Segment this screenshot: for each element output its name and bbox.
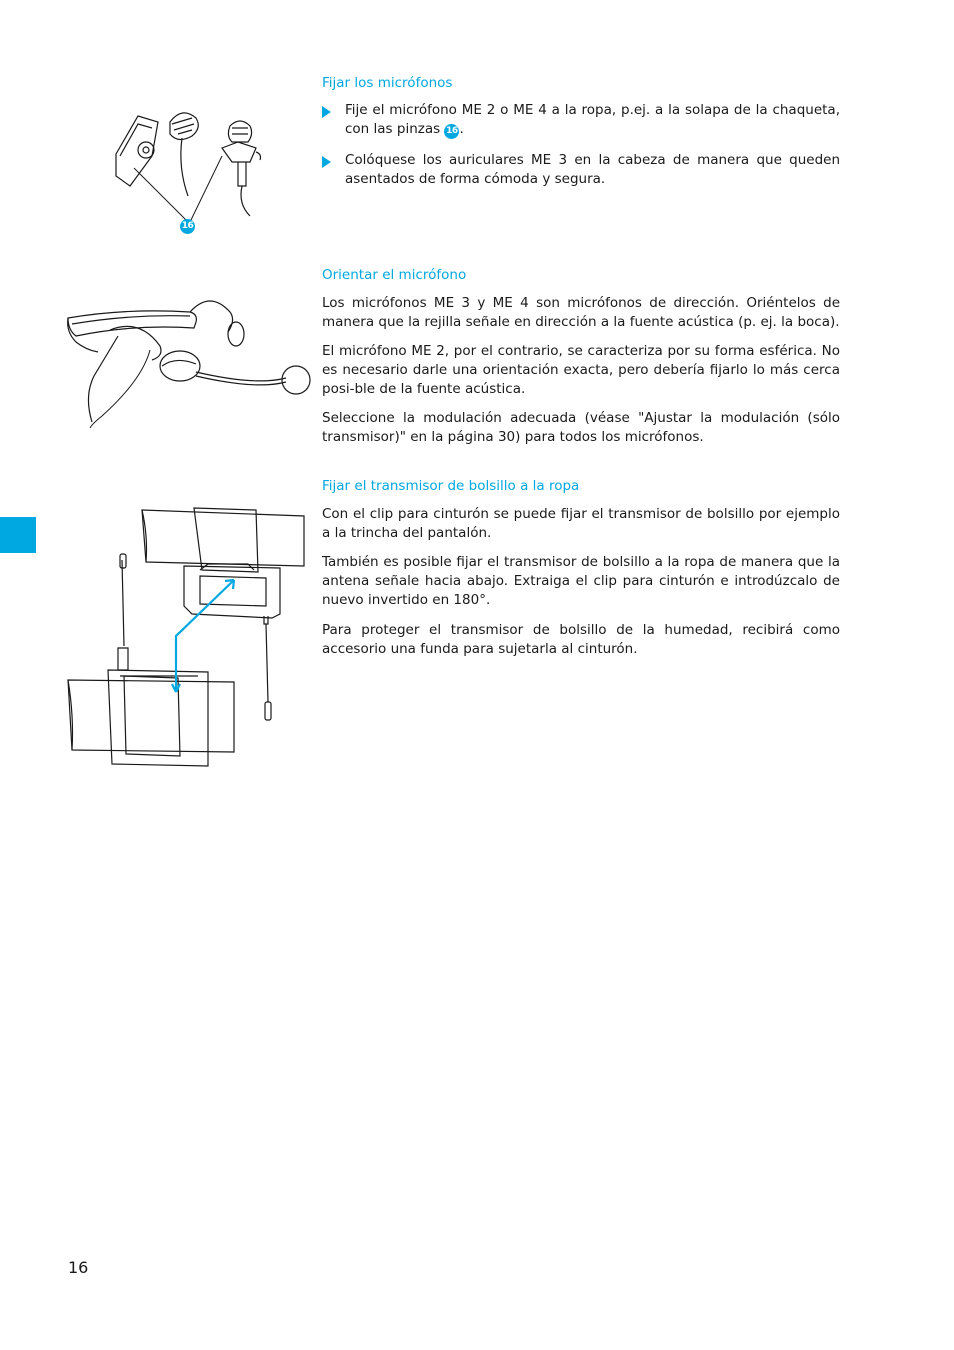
section-tab-marker — [0, 517, 36, 553]
bodypack-transmitter-illustration — [66, 506, 310, 770]
section-heading-orientar-microfono: Orientar el micrófono — [322, 267, 467, 283]
instruction-text: Fije el micrófono ME 2 o ME 4 a la ropa, p.ej. a la solapa de la chaqueta, con las pinzas — [345, 102, 840, 138]
body-paragraph: Con el clip para cinturón se puede fijar el transmisor de bolsillo por ejemplo a la trincha del pantalón. — [322, 506, 840, 542]
callout-badge: 16 — [180, 219, 195, 234]
arrow-icon — [322, 106, 331, 118]
instruction-text-end: . — [459, 121, 464, 138]
instruction-step — [322, 101, 840, 139]
body-paragraph: El micrófono ME 2, por el contrario, se caracteriza por su forma esférica. No es necesario darle una orientación exacta, pero debería fijarlo lo más cerca posi-ble de la fuente acústica. — [322, 343, 840, 398]
body-paragraph: Seleccione la modulación adecuada (véase "Ajustar la modulación (sólo transmisor)" en la página 30) para todos los micrófonos. — [322, 410, 840, 446]
page-number: 16 — [68, 1258, 89, 1277]
headset-microphone-illustration — [64, 296, 314, 428]
body-paragraph: Para proteger el transmisor de bolsillo de la humedad, recibirá como accesorio una funda para sujetarla al cinturón. — [322, 622, 840, 658]
body-paragraph: Los micrófonos ME 3 y ME 4 son micrófonos de dirección. Oriéntelos de manera que la rejilla señale en dirección a la fuente acústica (p. ej. la boca). — [322, 295, 840, 331]
section-heading-fijar-transmisor: Fijar el transmisor de bolsillo a la ropa — [322, 478, 580, 494]
instruction-step — [322, 151, 840, 189]
arrow-icon — [322, 156, 331, 168]
instruction-text: Colóquese los auriculares ME 3 en la cabeza de manera que queden asentados de forma cómoda y segura. — [345, 152, 840, 188]
callout-badge-inline: 16 — [444, 124, 459, 139]
section-heading-fijar-microfonos: Fijar los micrófonos — [322, 75, 453, 91]
body-paragraph: También es posible fijar el transmisor de bolsillo a la ropa de manera que la antena señale hacia abajo. Extraiga el clip para cinturón e introdúzcalo de nuevo invertido en 180°. — [322, 554, 840, 609]
